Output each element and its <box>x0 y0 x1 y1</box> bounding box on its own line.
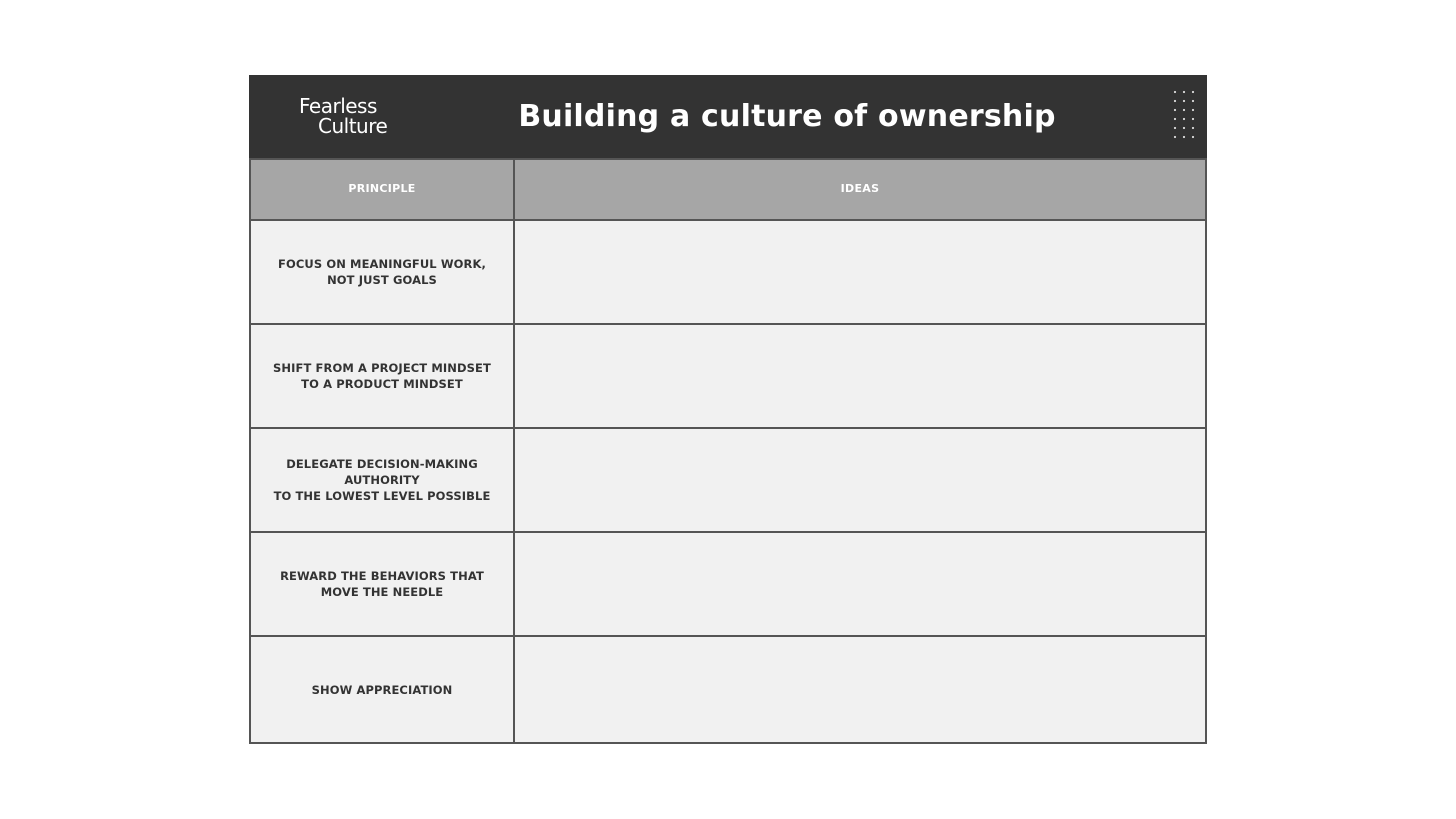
table-border-bottom <box>249 742 1207 744</box>
table-border-right <box>1205 158 1207 744</box>
table-header-row <box>249 158 1207 219</box>
principle-cell-5: SHOW APPRECIATION <box>311 682 453 697</box>
fearless-culture-logo <box>299 96 399 140</box>
ideas-cell-3[interactable] <box>515 429 1205 531</box>
principle-cell-1: FOCUS ON MEANINGFUL WORK, NOT JUST GOALS <box>278 257 486 287</box>
row-divider-header <box>249 219 1207 221</box>
ideas-cell-1[interactable] <box>515 221 1205 323</box>
column-header-principle: PRINCIPLE <box>348 182 416 195</box>
ideas-cell-4[interactable] <box>515 533 1205 635</box>
ideas-cell-2[interactable] <box>515 325 1205 427</box>
column-divider <box>513 158 515 744</box>
table-border-left <box>249 158 251 744</box>
dot-pattern-icon <box>1173 90 1195 142</box>
principle-cell-3: DELEGATE DECISION-MAKING AUTHORITY TO THE LOWEST LEVEL POSSIBLE <box>273 457 491 503</box>
row-divider-top <box>249 158 1207 160</box>
principles-table <box>249 158 1207 744</box>
row-divider-2 <box>249 427 1207 429</box>
principle-cell-4: REWARD THE BEHAVIORS THAT MOVE THE NEEDLE <box>280 569 484 599</box>
logo-line-1: Fearless <box>299 94 377 118</box>
row-divider-4 <box>249 635 1207 637</box>
page-title: Building a culture of ownership <box>518 99 1056 134</box>
row-divider-1 <box>249 323 1207 325</box>
principle-cell-2: SHIFT FROM A PROJECT MINDSET TO A PRODUCT MINDSET <box>273 361 491 391</box>
ideas-cell-5[interactable] <box>515 637 1205 742</box>
logo-line-2: Culture <box>318 114 388 138</box>
column-header-ideas: IDEAS <box>840 182 880 195</box>
row-divider-3 <box>249 531 1207 533</box>
header-bar <box>249 75 1207 158</box>
ownership-board <box>249 75 1207 744</box>
